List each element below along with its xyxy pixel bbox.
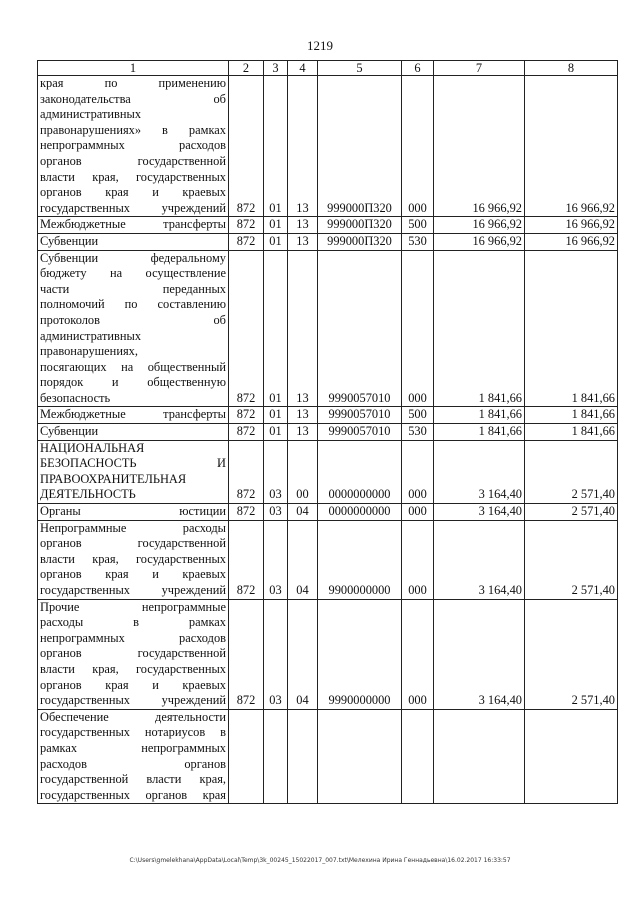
row-name-line: Субвенции федеральному [40, 250, 226, 265]
row-name-line: ДЕЯТЕЛЬНОСТЬ [40, 487, 136, 502]
row-name-line: органов края и краевых [40, 677, 226, 692]
cell-sec: 03 [264, 504, 288, 521]
cell-code: 872 [229, 424, 264, 441]
row-name-line: ПРАВООХРАНИТЕЛЬНАЯ [40, 471, 187, 486]
cell-sub: 04 [288, 504, 318, 521]
cell-sec: 03 [264, 440, 288, 503]
cell-code: 872 [229, 599, 264, 709]
row-name-line: органов государственной [40, 153, 226, 168]
cell-v8: 16 966,92 [525, 233, 618, 250]
cell-code: 872 [229, 407, 264, 424]
row-name-line: органов государственной [40, 646, 226, 661]
cell-v7: 3 164,40 [434, 599, 525, 709]
cell-v8: 16 966,92 [525, 76, 618, 217]
cell-v7: 16 966,92 [434, 217, 525, 234]
cell-target: 9900000000 [318, 520, 402, 599]
cell-sec: 01 [264, 424, 288, 441]
cell-sub: 13 [288, 407, 318, 424]
row-name-cell [38, 504, 229, 521]
column-header: 8 [525, 61, 618, 76]
row-name-line: государственных учреждений [40, 200, 226, 215]
row-name-cell [38, 407, 229, 424]
row-name-cell [38, 250, 229, 407]
row-name-cell [38, 520, 229, 599]
cell-sec: 01 [264, 233, 288, 250]
cell-sec: 01 [264, 217, 288, 234]
cell-v8: 2 571,40 [525, 504, 618, 521]
cell-sub: 13 [288, 424, 318, 441]
cell-code: 872 [229, 440, 264, 503]
row-name-line: БЕЗОПАСНОСТЬ И [40, 456, 226, 471]
cell-sec: 03 [264, 599, 288, 709]
row-name-line: органов края и краевых [40, 567, 226, 582]
cell-sec: 01 [264, 250, 288, 407]
row-name-line: порядок и общественную [40, 375, 226, 390]
cell-target: 9990057010 [318, 424, 402, 441]
table-row [38, 504, 618, 521]
cell-code: 872 [229, 520, 264, 599]
cell-type: 000 [402, 440, 434, 503]
cell-type: 000 [402, 250, 434, 407]
row-name-line: органов государственной [40, 536, 226, 551]
cell-code [229, 709, 264, 804]
row-name-line: бюджету на осуществление [40, 266, 226, 281]
row-name-cell [38, 217, 229, 234]
row-name-line: законодательства об [40, 91, 226, 106]
table-row [38, 407, 618, 424]
cell-target: 0000000000 [318, 504, 402, 521]
cell-v8: 2 571,40 [525, 440, 618, 503]
cell-target: 999000П320 [318, 76, 402, 217]
cell-v8: 1 841,66 [525, 250, 618, 407]
cell-type: 000 [402, 76, 434, 217]
cell-target: 0000000000 [318, 440, 402, 503]
cell-v7: 1 841,66 [434, 407, 525, 424]
cell-sec: 03 [264, 520, 288, 599]
cell-sec: 01 [264, 76, 288, 217]
cell-type [402, 709, 434, 804]
row-name-line: Обеспечение деятельности [40, 709, 226, 724]
cell-sec [264, 709, 288, 804]
row-name-line: административных [40, 107, 142, 122]
table-header-row [38, 61, 618, 76]
cell-code: 872 [229, 250, 264, 407]
row-name-line: государственных нотариусов в [40, 725, 226, 740]
table-row [38, 599, 618, 709]
table-row [38, 520, 618, 599]
cell-sub: 13 [288, 76, 318, 217]
column-header: 6 [402, 61, 434, 76]
table-row [38, 709, 618, 804]
row-name-line: государственных учреждений [40, 693, 226, 708]
cell-v7: 16 966,92 [434, 233, 525, 250]
row-name-line: расходы в рамках [40, 615, 226, 630]
table-row [38, 233, 618, 250]
column-header: 3 [264, 61, 288, 76]
row-name-line: государственной власти края, [40, 772, 226, 787]
cell-v8: 2 571,40 [525, 520, 618, 599]
cell-type: 000 [402, 520, 434, 599]
column-header: 5 [318, 61, 402, 76]
row-name-line: государственных органов края [40, 787, 226, 802]
row-name-cell [38, 599, 229, 709]
cell-v7: 1 841,66 [434, 424, 525, 441]
row-name-line: непрограммных расходов [40, 138, 226, 153]
row-name-line: власти края, государственных [40, 551, 226, 566]
table-row [38, 440, 618, 503]
row-name-line: государственных учреждений [40, 583, 226, 597]
row-name-line: Межбюджетные трансферты [40, 217, 226, 232]
row-name-line: административных [40, 328, 142, 343]
cell-sec: 01 [264, 407, 288, 424]
row-name-line: непрограммных расходов [40, 630, 226, 645]
cell-v8: 16 966,92 [525, 217, 618, 234]
budget-table [37, 60, 618, 804]
cell-sub: 04 [288, 599, 318, 709]
cell-target: 9990000000 [318, 599, 402, 709]
cell-code: 872 [229, 504, 264, 521]
cell-v7: 3 164,40 [434, 440, 525, 503]
row-name-line: части переданных [40, 281, 226, 296]
cell-sub: 00 [288, 440, 318, 503]
cell-code: 872 [229, 217, 264, 234]
row-name-line: Органы юстиции [40, 504, 226, 519]
cell-code: 872 [229, 233, 264, 250]
row-name-line: протоколов об [40, 312, 226, 327]
row-name-line: рамках непрограммных [40, 740, 226, 755]
column-header: 7 [434, 61, 525, 76]
cell-sub [288, 709, 318, 804]
page-number: 1219 [307, 38, 333, 53]
cell-v7: 3 164,40 [434, 520, 525, 599]
cell-target: 9990057010 [318, 250, 402, 407]
row-name-line: Субвенции [40, 233, 99, 248]
cell-v8: 1 841,66 [525, 424, 618, 441]
row-name-line: безопасность [40, 390, 111, 405]
cell-sub: 13 [288, 233, 318, 250]
cell-type: 500 [402, 217, 434, 234]
cell-v7: 16 966,92 [434, 76, 525, 217]
cell-v8: 1 841,66 [525, 407, 618, 424]
table-row [38, 250, 618, 407]
column-header: 2 [229, 61, 264, 76]
row-name-line: Прочие непрограммные [40, 599, 226, 614]
cell-type: 000 [402, 599, 434, 709]
cell-type: 530 [402, 233, 434, 250]
row-name-cell [38, 233, 229, 250]
row-name-line: правонарушениях» в рамках [40, 122, 226, 137]
row-name-line: Непрограммные расходы [40, 520, 226, 535]
cell-v7 [434, 709, 525, 804]
cell-v7: 3 164,40 [434, 504, 525, 521]
row-name-cell [38, 424, 229, 441]
row-name-line: органов края и краевых [40, 185, 226, 200]
cell-type: 530 [402, 424, 434, 441]
cell-target: 999000П320 [318, 233, 402, 250]
row-name-cell [38, 709, 229, 804]
row-name-line: полномочий по составлению [40, 297, 226, 312]
cell-v8: 2 571,40 [525, 599, 618, 709]
row-name-line: НАЦИОНАЛЬНАЯ [40, 440, 145, 455]
column-header: 1 [38, 61, 229, 76]
table-row [38, 217, 618, 234]
cell-v8 [525, 709, 618, 804]
file-path-footer: C:\Users\gmelekhana\AppData\Local\Temp\3k_00245_15022017_007.txt\Мелехина Ирина Геннадьевна\16.02.2017 16:33:57 [129, 857, 511, 864]
column-header: 4 [288, 61, 318, 76]
cell-sub: 04 [288, 520, 318, 599]
row-name-cell [38, 440, 229, 503]
cell-sub: 13 [288, 217, 318, 234]
cell-target: 9990057010 [318, 407, 402, 424]
row-name-line: расходов органов [40, 756, 226, 771]
cell-sub: 13 [288, 250, 318, 407]
row-name-line: Межбюджетные трансферты [40, 407, 226, 422]
row-name-line: власти края, государственных [40, 169, 226, 184]
cell-code: 872 [229, 76, 264, 217]
row-name-line: власти края, государственных [40, 661, 226, 676]
cell-v7: 1 841,66 [434, 250, 525, 407]
cell-target: 999000П320 [318, 217, 402, 234]
row-name-line: посягающих на общественный [40, 359, 226, 374]
row-name-line: Субвенции [40, 424, 99, 439]
row-name-line: правонарушениях, [40, 344, 138, 359]
cell-type: 500 [402, 407, 434, 424]
row-name-cell [38, 76, 229, 217]
table-row [38, 76, 618, 217]
cell-target [318, 709, 402, 804]
table-row [38, 424, 618, 441]
cell-type: 000 [402, 504, 434, 521]
row-name-line: края по применению [40, 76, 226, 90]
